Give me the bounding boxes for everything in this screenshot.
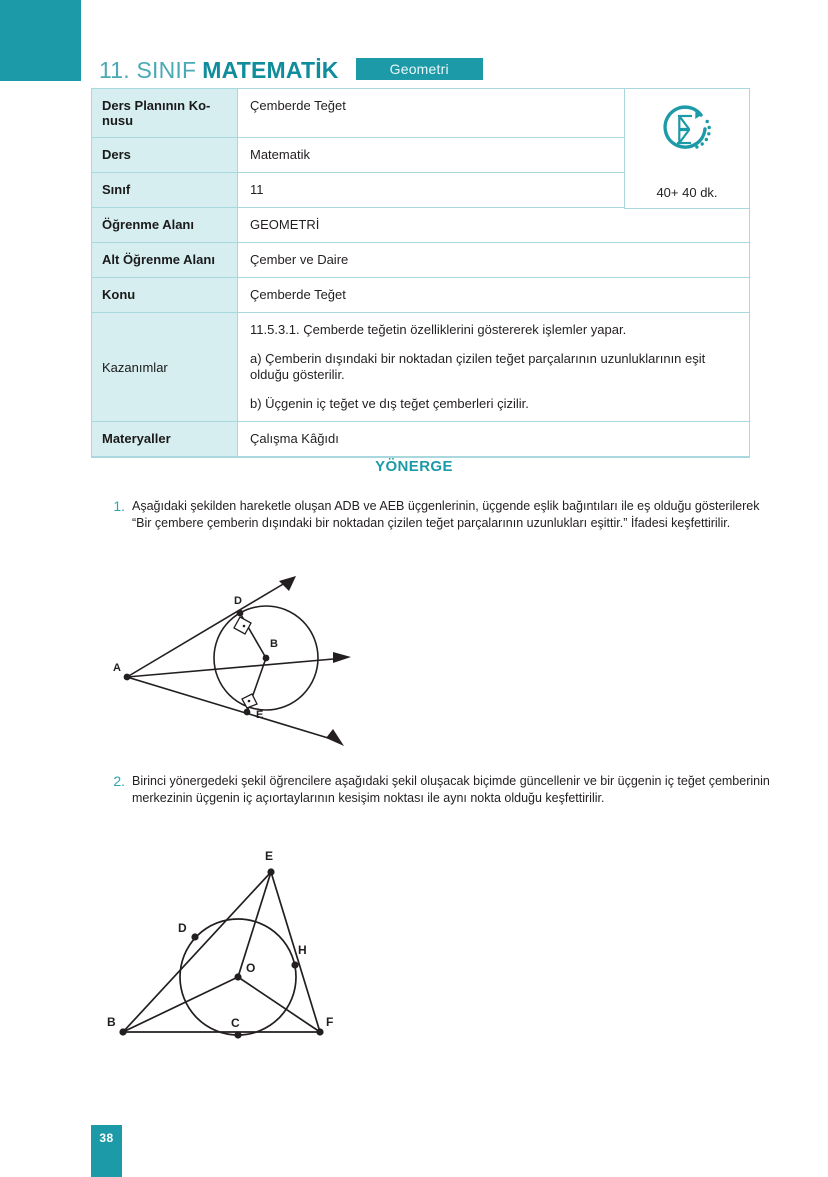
row-value-sinif: 11 bbox=[238, 173, 749, 207]
table-row bbox=[92, 422, 749, 457]
kazanim-paragraph: 11.5.3.1. Çemberde teğetin özelliklerini göstererek işlemler yapar. bbox=[250, 322, 627, 337]
figure1-label-D: D bbox=[234, 595, 242, 607]
figure2-label-D: D bbox=[178, 921, 187, 935]
figure2-label-E: E bbox=[265, 849, 274, 863]
row-label-ders: Ders bbox=[92, 138, 238, 172]
row-label-konu: Konu bbox=[92, 278, 238, 312]
figure2-label-F: F bbox=[326, 1015, 334, 1029]
yonerge-title: YÖNERGE bbox=[375, 458, 453, 475]
row-label-alt-ogrenme-alani: Alt Öğrenme Alanı bbox=[92, 243, 238, 277]
row-label-kazanimlar: Kazanımlar bbox=[92, 313, 238, 421]
table-row bbox=[92, 278, 749, 313]
lesson-plan-info-table bbox=[91, 88, 750, 458]
figure1-label-A: A bbox=[113, 662, 121, 674]
page-number-block bbox=[91, 1125, 122, 1177]
figure2-label-H: H bbox=[298, 943, 307, 957]
header-topic-badge: Geometri bbox=[356, 58, 483, 80]
kazanim-paragraph: a) Çemberin dışındaki bir noktadan çizilen teğet parçalarının uzunluklarının eşit olduğu gösterilir. bbox=[250, 351, 706, 382]
row-value-konu: Çemberde Teğet bbox=[238, 278, 749, 312]
row-value-kazanimlar bbox=[238, 313, 749, 421]
row-value-ogrenme-alani: GEOMETRİ bbox=[238, 208, 749, 242]
instruction-text: Aşağıdaki şekilden hareketle oluşan ADB ve AEB üçgenlerinin, üçgende eşlik bağıntıları ile eş olduğu gösterilerek “Bir çembere çemberin dışındaki bir noktadan çizilen teğet parçalarının uzunlukları eşittir.” İfadesi keşfettirilir. bbox=[132, 499, 760, 530]
figure2-label-C: C bbox=[231, 1016, 240, 1030]
figure2-label-O: O bbox=[246, 961, 256, 975]
teal-corner-block bbox=[0, 0, 81, 81]
header-grade: 11. SINIF bbox=[99, 57, 197, 83]
figure1-label-E: E bbox=[256, 709, 264, 721]
hourglass-clock-icon bbox=[655, 98, 719, 162]
duration-text: 40+ 40 dk. bbox=[656, 185, 718, 200]
instruction-text: Birinci yönergedeki şekil öğrencilere aşağıdaki şekil oluşacak biçimde güncellenir ve bir üçgenin iç teğet çemberinin merkezinin üçgenin iç açıortaylarının kesişim noktası ile aynı nokta olduğu keşfettirilir. bbox=[132, 774, 770, 805]
instruction-number: 2. bbox=[113, 773, 125, 789]
instruction-item-1 bbox=[105, 498, 770, 532]
figure2-label-B: B bbox=[107, 1015, 116, 1029]
row-label-sinif: Sınıf bbox=[92, 173, 238, 207]
instruction-number: 1. bbox=[113, 498, 125, 514]
table-row bbox=[92, 243, 749, 278]
table-row bbox=[92, 208, 749, 243]
row-label-ogrenme-alani: Öğrenme Alanı bbox=[92, 208, 238, 242]
row-value-ders: Matematik bbox=[238, 138, 749, 172]
figure-triangle-incircle bbox=[100, 832, 360, 1047]
page-number: 38 bbox=[99, 1131, 114, 1145]
header-subject: MATEMATİK bbox=[202, 57, 339, 83]
kazanim-paragraph: b) Üçgenin iç teğet ve dış teğet çemberleri çizilir. bbox=[250, 396, 529, 411]
page-header bbox=[99, 56, 759, 86]
row-label-materyaller: Materyaller bbox=[92, 422, 238, 456]
instruction-item-2 bbox=[105, 773, 770, 807]
row-value-ders-planinin-konusu: Çemberde Teğet bbox=[238, 89, 749, 137]
table-row bbox=[92, 313, 749, 422]
row-label-ders-planinin-konusu: Ders Planının Ko- nusu bbox=[92, 89, 238, 137]
figure1-label-B: B bbox=[270, 638, 278, 650]
figure-tangent-lines-from-external-point bbox=[100, 558, 400, 758]
duration-cell bbox=[624, 89, 749, 209]
row-value-materyaller: Çalışma Kâğıdı bbox=[238, 422, 749, 456]
row-value-alt-ogrenme-alani: Çember ve Daire bbox=[238, 243, 749, 277]
